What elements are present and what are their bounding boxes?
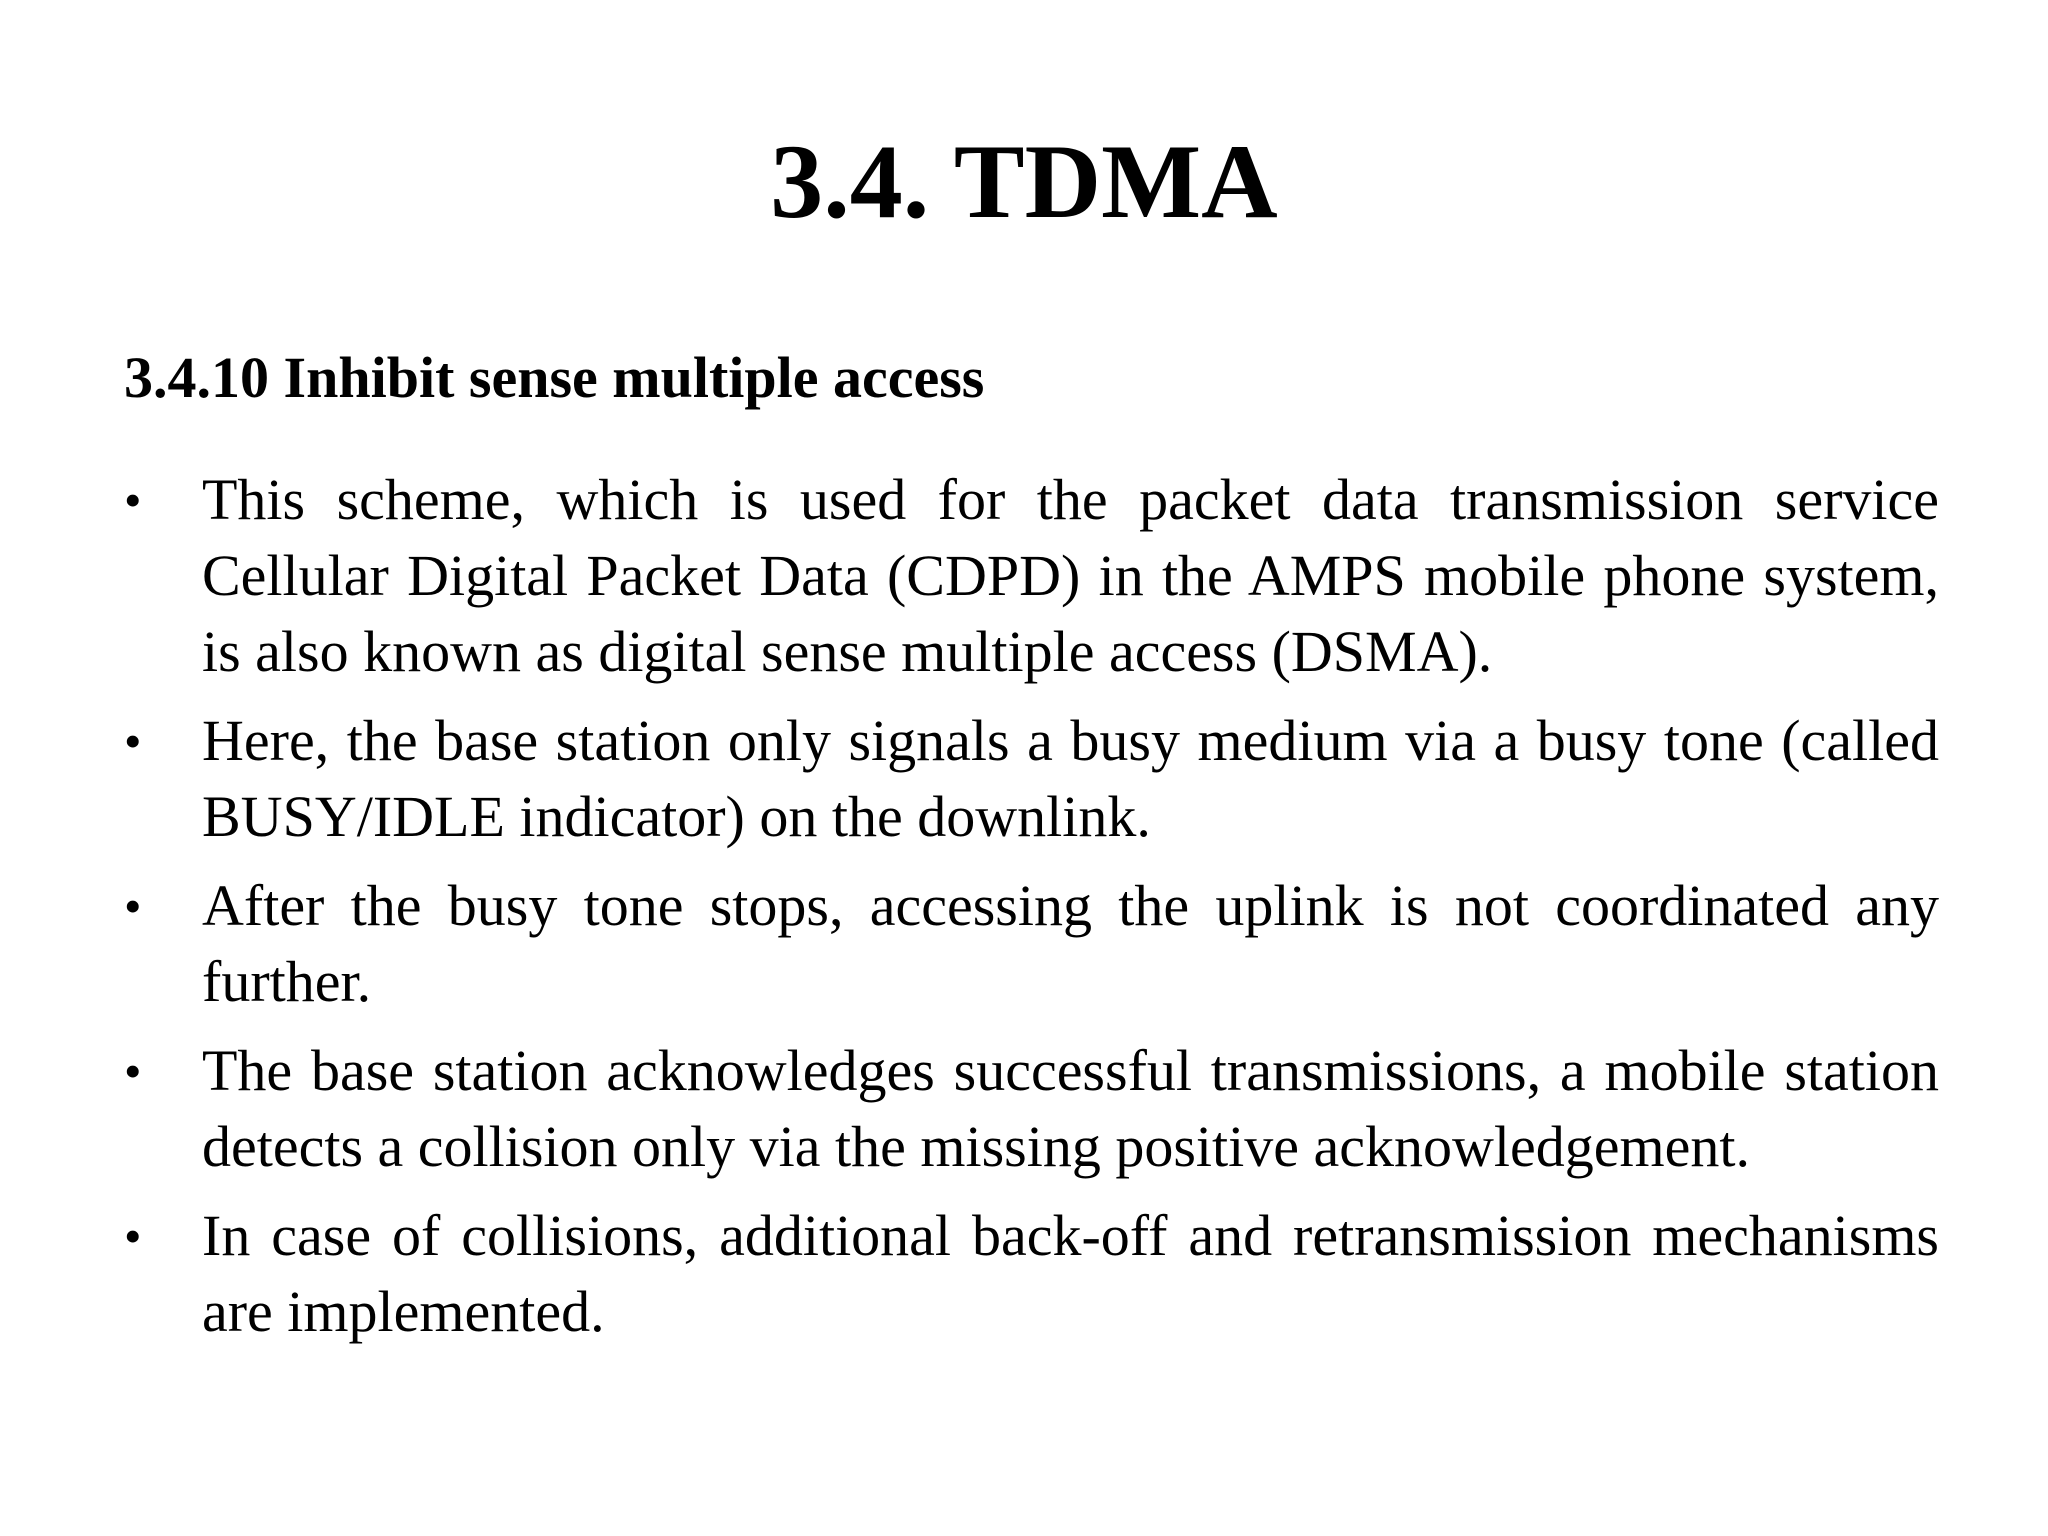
- bullet-item-5: [124, 1198, 1939, 1350]
- bullet-text-2: Here, the base station only signals a busy medium via a busy tone (called BUSY/IDLE indicator) on the downlink.: [202, 708, 1939, 849]
- bullet-item-3: [124, 868, 1939, 1020]
- bullet-icon: •: [124, 1043, 142, 1099]
- bullet-item-4: [124, 1033, 1939, 1185]
- slide-title: 3.4. TDMA: [770, 123, 1278, 240]
- section-heading: 3.4.10 Inhibit sense multiple access: [124, 345, 985, 410]
- bullet-text-5: In case of collisions, additional back-off and retransmission mechanisms are implemented.: [202, 1203, 1939, 1344]
- bullet-icon: •: [124, 713, 142, 769]
- bullet-text-1: This scheme, which is used for the packet data transmission service Cellular Digital Packet Data (CDPD) in the AMPS mobile phone system, is also known as digital sense multiple access (DSMA).: [202, 467, 1939, 684]
- bullet-list: [124, 462, 1939, 1363]
- bullet-text-4: The base station acknowledges successful transmissions, a mobile station detects a collision only via the missing positive acknowledgement.: [202, 1038, 1939, 1179]
- bullet-item-1: [124, 462, 1939, 690]
- bullet-text-3: After the busy tone stops, accessing the uplink is not coordinated any further.: [202, 873, 1939, 1014]
- bullet-icon: •: [124, 1208, 142, 1264]
- bullet-icon: •: [124, 472, 142, 528]
- bullet-item-2: [124, 703, 1939, 855]
- bullet-icon: •: [124, 878, 142, 934]
